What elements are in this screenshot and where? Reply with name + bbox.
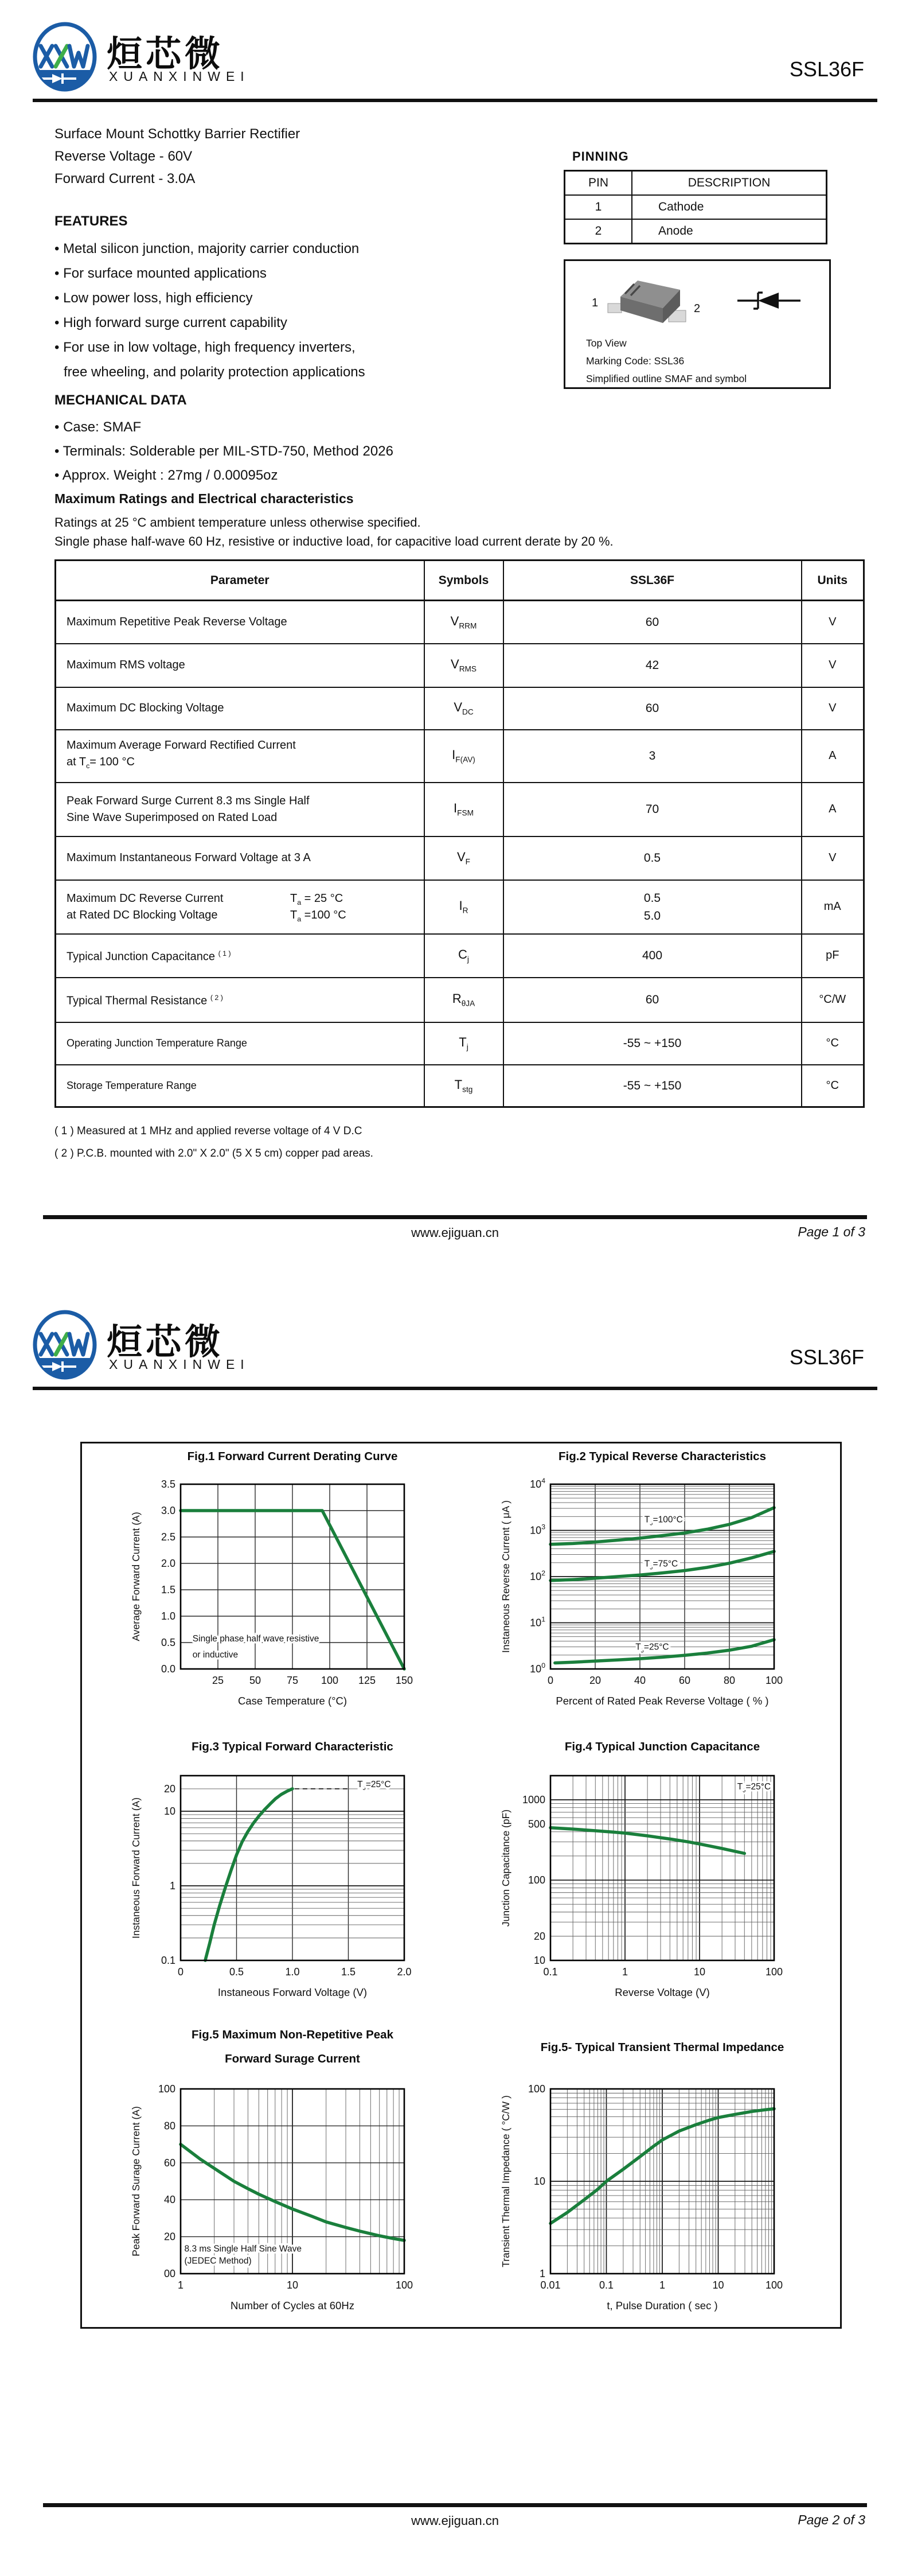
y-tick-label: 500	[528, 1818, 545, 1830]
param-cell	[56, 1022, 424, 1065]
chart-title: Fig.3 Typical Forward Characteristic	[192, 1740, 393, 1753]
unit-cell: °C/W	[802, 978, 864, 1022]
y-tick-label: $10^3$	[530, 1523, 545, 1536]
table-row	[56, 783, 864, 836]
pin-number-cell: 1	[565, 195, 632, 219]
y-tick-label: 20	[163, 1783, 175, 1795]
package-pin2-label: 2	[694, 302, 701, 315]
y-tick-label: 1	[539, 2268, 545, 2279]
param-cell	[56, 978, 424, 1022]
x-tick-label: 2.0	[397, 1966, 412, 1978]
footnote: ( 2 ) P.C.B. mounted with 2.0" X 2.0" (5 X 5 cm) copper pad areas.	[54, 1147, 373, 1159]
x-tick-label: 0	[547, 1675, 554, 1686]
chart-annotation: $T_J=25^\circ C$	[635, 1642, 669, 1655]
chart-annotation: or inductive	[192, 1649, 239, 1660]
value-line: -55 ~ +150	[623, 1037, 682, 1050]
symbol-cell: $V_{RRM}$	[424, 601, 503, 644]
unit-cell: V	[802, 687, 864, 730]
ratings-note: Ratings at 25 °C ambient temperature unless otherwise specified.	[54, 515, 421, 530]
x-axis-label: Case Temperature (°C)	[237, 1695, 347, 1707]
brand-name-english: XUANXINWEI	[109, 69, 250, 84]
ratings-header-row	[56, 561, 864, 601]
unit-cell: V	[802, 644, 864, 687]
value-line: -55 ~ +150	[623, 1079, 682, 1092]
x-tick-label: 75	[286, 1675, 299, 1686]
param-cell	[56, 644, 424, 687]
package-caption: Marking Code: SSL36	[586, 355, 685, 367]
x-axis-label: Percent of Rated Peak Reverse Voltage ( % )	[556, 1695, 769, 1707]
chart-title: Fig.4 Typical Junction Capacitance	[564, 1740, 760, 1753]
table-row	[56, 1065, 864, 1107]
pinning-row	[565, 219, 827, 244]
chart-fig-6	[500, 2041, 784, 2312]
value-line: 400	[642, 949, 663, 962]
list-line: • Low power loss, high efficiency	[54, 290, 253, 306]
x-tick-label: 0.1	[599, 2279, 614, 2291]
value-cell	[503, 1065, 802, 1107]
param-line: Storage Temperature Range	[67, 1079, 197, 1091]
footer-divider	[43, 1215, 867, 1219]
y-tick-label: 0.5	[161, 1637, 175, 1648]
list-line: free wheeling, and polarity protection applications	[64, 364, 365, 380]
x-tick-label: 1	[177, 2279, 184, 2291]
y-tick-label: 100	[528, 1874, 545, 1886]
value-line: 0.5	[643, 851, 661, 865]
footnotes	[54, 1120, 373, 1165]
x-tick-label: 1	[659, 2279, 666, 2291]
package-caption: Simplified outline SMAF and symbol	[586, 373, 747, 384]
y-tick-label: 00	[163, 2268, 175, 2279]
y-tick-label: 2.5	[161, 1531, 175, 1543]
param-cell	[56, 687, 424, 730]
x-tick-label: 40	[634, 1675, 646, 1686]
company-logo	[33, 21, 103, 94]
y-tick-label: 0.0	[161, 1663, 175, 1675]
y-tick-label: 2.0	[161, 1558, 175, 1569]
chart-annotation: $T_J=25^\circ C$	[357, 1780, 391, 1792]
condition-text: $T_a = 25$ °C	[290, 892, 343, 906]
symbol-cell: $V_F$	[424, 836, 503, 880]
param-cell	[56, 836, 424, 880]
value-cell	[503, 783, 802, 836]
value-cell	[503, 978, 802, 1022]
ratings-heading: Maximum Ratings and Electrical characteristics	[54, 491, 354, 506]
package-pin1-label: 1	[592, 297, 599, 309]
features-heading: FEATURES	[54, 213, 128, 229]
characteristic-charts	[0, 1288, 910, 2576]
brand-name-chinese: 烜芯微	[107, 1322, 224, 1362]
symbol-cell: $T_j$	[424, 1022, 503, 1065]
ratings-table-body	[56, 601, 864, 1107]
series-curve	[550, 1508, 774, 1544]
chart-fig-4	[500, 1740, 783, 1998]
chart-fig-1	[130, 1450, 413, 1707]
y-tick-label: 60	[163, 2157, 175, 2169]
value-line: 60	[645, 993, 659, 1006]
y-tick-label: 1.0	[161, 1610, 175, 1622]
y-axis-label: Instaneous Reverse Current ( μA )	[500, 1500, 511, 1653]
table-row	[56, 644, 864, 687]
x-axis-label: Number of Cycles at 60Hz	[231, 2299, 354, 2312]
pinning-row	[565, 195, 827, 219]
mechanical-data-list	[54, 415, 393, 488]
package-outline-box	[564, 259, 831, 389]
y-tick-label: 40	[163, 2194, 175, 2206]
y-axis-label: Average Forward Current (A)	[130, 1512, 142, 1641]
pinning-table	[564, 170, 827, 244]
pin-description-cell: Cathode	[632, 195, 827, 219]
y-tick-label: 1.5	[161, 1584, 175, 1596]
y-tick-label: 0.1	[161, 1955, 175, 1966]
footer-divider	[43, 2503, 867, 2507]
footer-page-number: Page 2 of 3	[798, 2512, 865, 2527]
ratings-note: Single phase half-wave 60 Hz, resistive or inductive load, for capacitive load current derate by 20 %.	[54, 534, 614, 548]
y-axis-label: Peak Forward Surage Current (A)	[130, 2106, 142, 2256]
x-tick-label: 0	[177, 1966, 184, 1978]
symbol-cell: $R_{\theta JA}$	[424, 978, 503, 1022]
param-line: Maximum Repetitive Peak Reverse Voltage	[67, 615, 287, 628]
pin-number-cell: 2	[565, 219, 632, 244]
x-tick-label: 1.5	[341, 1966, 356, 1978]
chart-annotation: Single phase half wave resistive	[192, 1634, 319, 1644]
symbol-cell: $I_{F(AV)}$	[424, 730, 503, 783]
y-tick-label: 100	[528, 2083, 545, 2095]
x-tick-label: 50	[249, 1675, 261, 1686]
x-tick-label: 0.01	[540, 2279, 561, 2291]
ratings-header-cell: Units	[802, 561, 864, 601]
chart-title: Fig.2 Typical Reverse Characteristics	[559, 1450, 766, 1463]
unit-cell: A	[802, 783, 864, 836]
x-tick-label: 100	[765, 2279, 783, 2291]
y-tick-label: 10	[533, 1955, 545, 1966]
chart-fig-3	[130, 1740, 412, 1998]
x-tick-label: 25	[212, 1675, 224, 1686]
brand-name-chinese: 烜芯微	[107, 34, 224, 74]
x-axis-label: t, Pulse Duration ( sec )	[607, 2299, 718, 2312]
param-line: Maximum Instantaneous Forward Voltage at 3 A	[67, 851, 311, 864]
value-cell	[503, 836, 802, 880]
datasheet-page-2	[0, 1288, 910, 2576]
part-number: SSL36F	[789, 1345, 864, 1369]
intro-block	[54, 123, 300, 190]
footnote: ( 1 ) Measured at 1 MHz and applied reverse voltage of 4 V D.C	[54, 1125, 362, 1137]
value-cell	[503, 730, 802, 783]
x-tick-label: 100	[395, 2279, 413, 2291]
x-tick-label: 80	[723, 1675, 736, 1686]
list-line: • Terminals: Solderable per MIL-STD-750, Method 2026	[54, 443, 393, 459]
value-cell	[503, 1022, 802, 1065]
header-divider	[33, 99, 877, 102]
ratings-notes	[54, 513, 614, 551]
symbol-cell: $T_{stg}$	[424, 1065, 503, 1107]
unit-cell: mA	[802, 880, 864, 934]
part-number: SSL36F	[789, 57, 864, 81]
x-tick-label: 150	[395, 1675, 413, 1686]
table-row	[56, 934, 864, 978]
y-tick-label: $10^4$	[530, 1477, 545, 1490]
y-tick-label: $10^0$	[530, 1661, 545, 1675]
features-list	[54, 236, 365, 384]
table-row	[56, 1022, 864, 1065]
y-tick-label: $10^1$	[530, 1615, 545, 1629]
symbol-cell: $V_{RMS}$	[424, 644, 503, 687]
value-cell	[503, 880, 802, 934]
ratings-header-cell: Parameter	[56, 561, 424, 601]
value-cell	[503, 687, 802, 730]
package-drawing	[604, 275, 690, 330]
y-tick-label: 3.0	[161, 1505, 175, 1516]
y-tick-label: 10	[163, 1805, 175, 1818]
param-line: Typical Junction Capacitance $^{( 1 )}$	[67, 950, 231, 963]
x-axis-label: Instaneous Forward Voltage (V)	[217, 1986, 368, 1998]
unit-cell: V	[802, 601, 864, 644]
param-line: Operating Junction Temperature Range	[67, 1037, 247, 1049]
table-row	[56, 880, 864, 934]
y-axis-label: Transient Thermal Impedance ( °C/W )	[500, 2095, 511, 2267]
param-line: Typical Thermal Resistance $^{( 2 )}$	[67, 994, 223, 1007]
symbol-cell: $V_{DC}$	[424, 687, 503, 730]
x-tick-label: 100	[765, 1675, 783, 1686]
ratings-header-cell: Symbols	[424, 561, 503, 601]
x-tick-label: 20	[589, 1675, 602, 1686]
param-line: at $T_c= 100$ °C	[67, 756, 135, 770]
list-line: • For use in low voltage, high frequency inverters,	[54, 340, 356, 355]
unit-cell: V	[802, 836, 864, 880]
x-tick-label: 10	[693, 1966, 706, 1978]
chart-title: Fig.1 Forward Current Derating Curve	[187, 1450, 398, 1463]
param-cell	[56, 1065, 424, 1107]
x-tick-label: 60	[678, 1675, 691, 1686]
ratings-header-cell: SSL36F	[503, 561, 802, 601]
x-tick-label: 1.0	[285, 1966, 300, 1978]
maximum-ratings-table	[54, 559, 865, 1108]
condition-text: $T_a =100$ °C	[290, 908, 346, 923]
param-cell	[56, 730, 424, 783]
y-tick-label: 20	[163, 2231, 175, 2243]
value-cell	[503, 934, 802, 978]
pinning-header-cell: PIN	[565, 171, 632, 196]
x-tick-label: 0.1	[543, 1966, 558, 1978]
pinning-heading: PINNING	[572, 149, 629, 164]
footer-page-number: Page 1 of 3	[798, 1224, 865, 1239]
x-tick-label: 125	[358, 1675, 376, 1686]
x-tick-label: 1	[622, 1966, 628, 1978]
diode-symbol-icon	[736, 289, 804, 313]
y-tick-label: 10	[533, 2176, 545, 2187]
symbol-cell: $I_R$	[424, 880, 503, 934]
x-tick-label: 10	[712, 2279, 724, 2291]
brand-name-english: XUANXINWEI	[109, 1357, 250, 1372]
y-tick-label: 3.5	[161, 1478, 175, 1490]
unit-cell: pF	[802, 934, 864, 978]
list-line: • High forward surge current capability	[54, 315, 287, 330]
package-caption-lines	[586, 334, 747, 388]
x-tick-label: 100	[321, 1675, 339, 1686]
y-axis-label: Junction Capacitance (pF)	[500, 1809, 511, 1927]
param-cell	[56, 934, 424, 978]
y-axis-label: Instaneous Forward Current (A)	[130, 1797, 142, 1939]
intro-line: Reverse Voltage - 60V	[54, 149, 193, 164]
symbol-cell: $C_j$	[424, 934, 503, 978]
unit-cell: A	[802, 730, 864, 783]
symbol-cell: $I_{FSM}$	[424, 783, 503, 836]
table-row	[56, 687, 864, 730]
y-tick-label: 1000	[522, 1794, 545, 1806]
ratings-table-head	[56, 561, 864, 601]
value-cell	[503, 644, 802, 687]
param-cell	[56, 880, 424, 934]
y-tick-label: $10^2$	[530, 1569, 545, 1582]
chart-annotation: 8.3 ms Single Half Sine Wave	[184, 2244, 302, 2254]
pin-description-cell: Anode	[632, 219, 827, 244]
unit-cell: °C	[802, 1065, 864, 1107]
param-line: Maximum Average Forward Rectified Current	[67, 739, 296, 752]
intro-line: Forward Current - 3.0A	[54, 171, 196, 186]
chart-title: Fig.5 Maximum Non-Repetitive Peak	[191, 2028, 394, 2041]
chart-annotation: (JEDEC Method)	[184, 2256, 252, 2266]
chart-title: Fig.5- Typical Transient Thermal Impedance	[540, 2041, 784, 2054]
value-line: 60	[645, 702, 659, 715]
y-tick-label: 100	[158, 2083, 175, 2095]
list-line: • For surface mounted applications	[54, 266, 267, 281]
table-row	[56, 601, 864, 644]
list-line: • Case: SMAF	[54, 419, 142, 435]
value-line: 70	[645, 803, 659, 816]
param-line: Sine Wave Superimposed on Rated Load	[67, 811, 278, 824]
list-line: • Metal silicon junction, majority carrier conduction	[54, 241, 360, 256]
pinning-header-row	[565, 171, 827, 196]
table-row	[56, 836, 864, 880]
x-tick-label: 0.5	[229, 1966, 244, 1978]
param-line: Maximum DC Blocking Voltage	[67, 702, 224, 714]
param-line: Peak Forward Surge Current 8.3 ms Single Half	[67, 794, 310, 807]
param-cell	[56, 783, 424, 836]
value-line: 5.0	[643, 909, 661, 923]
mechanical-data-heading: MECHANICAL DATA	[54, 392, 187, 408]
param-line: Maximum DC Reverse Current $T_a = 25$ °C	[56, 890, 424, 907]
chart-fig-5	[130, 2028, 413, 2312]
list-line: • Approx. Weight : 27mg / 0.00095oz	[54, 468, 278, 483]
chart-annotation: $T_J=25^\circ C$	[737, 1782, 771, 1795]
value-line: 3	[649, 749, 656, 762]
intro-line: Surface Mount Schottky Barrier Rectifier	[54, 126, 300, 142]
x-tick-label: 10	[286, 2279, 299, 2291]
chart-annotation: $T_J=75^\circ C$	[644, 1559, 678, 1571]
param-cell	[56, 601, 424, 644]
param-line: at Rated DC Blocking Voltage $T_a =100$ °C	[56, 907, 424, 924]
chart-annotation: $T_J=100^\circ C$	[644, 1515, 683, 1527]
y-tick-label: 20	[533, 1930, 545, 1942]
value-cell	[503, 601, 802, 644]
package-caption: Top View	[586, 337, 627, 349]
value-line: 42	[645, 659, 659, 672]
table-row	[56, 978, 864, 1022]
chart-title: Forward Surage Current	[225, 2052, 360, 2065]
x-tick-label: 100	[765, 1966, 783, 1978]
value-line: 60	[645, 615, 659, 629]
chart-fig-2	[500, 1450, 783, 1707]
footer-website: www.ejiguan.cn	[411, 2513, 499, 2528]
value-line: 0.5	[643, 891, 661, 905]
param-line: Maximum RMS voltage	[67, 659, 185, 671]
y-tick-label: 80	[163, 2120, 175, 2132]
y-tick-label: 1	[169, 1880, 175, 1892]
footer-website: www.ejiguan.cn	[411, 1225, 499, 1240]
unit-cell: °C	[802, 1022, 864, 1065]
pinning-header-cell: DESCRIPTION	[632, 171, 827, 196]
x-axis-label: Reverse Voltage (V)	[615, 1986, 710, 1998]
table-row	[56, 730, 864, 783]
